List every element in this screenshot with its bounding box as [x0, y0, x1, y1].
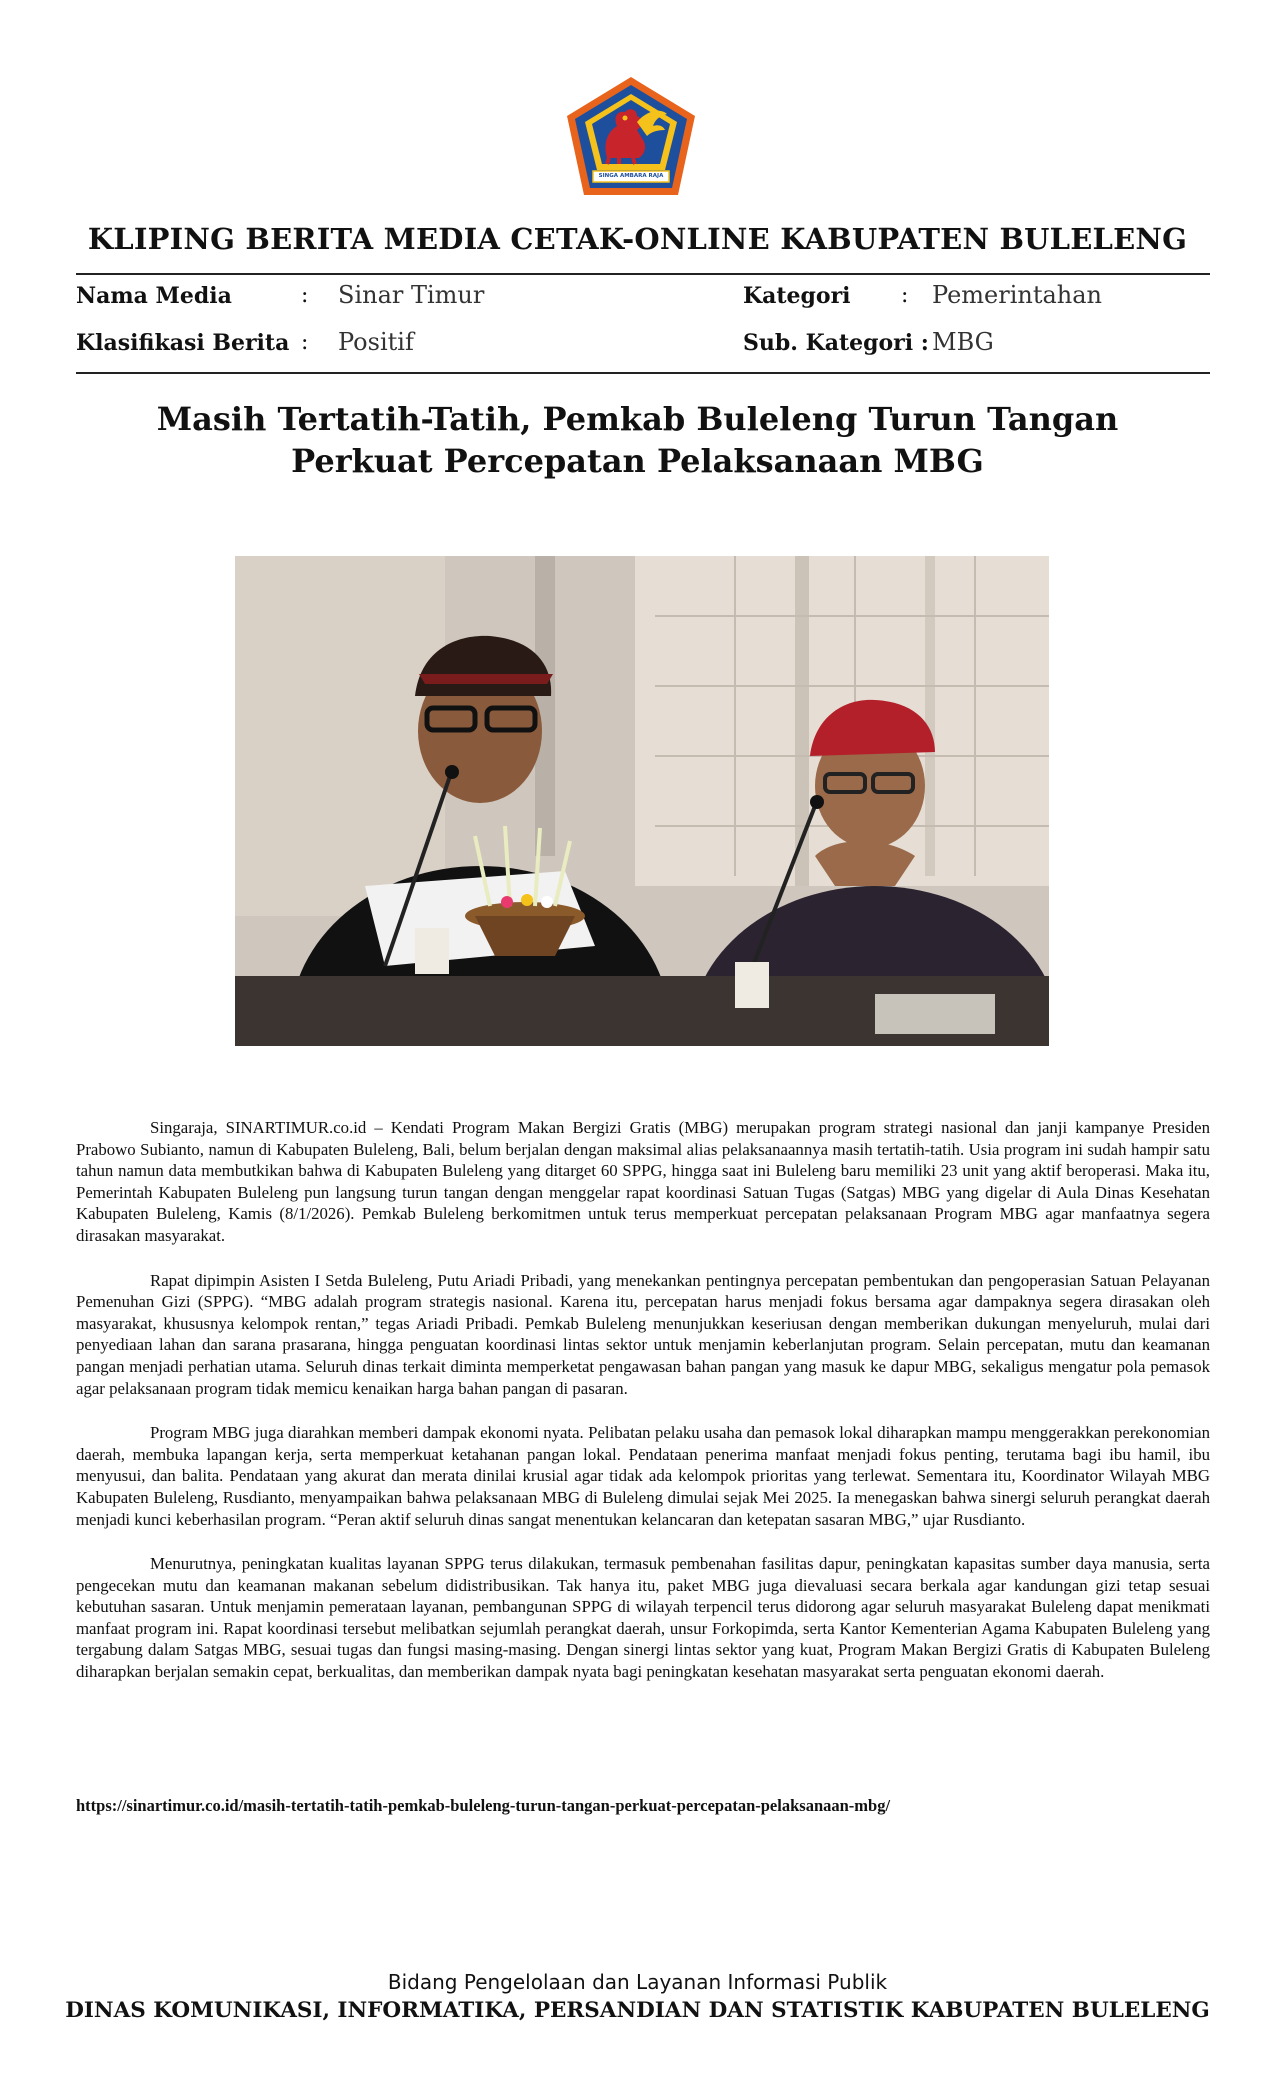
klasifikasi-label: Klasifikasi Berita	[76, 330, 290, 356]
headline-line-2: Perkuat Percepatan Pelaksanaan MBG	[291, 442, 984, 480]
kategori-value: Pemerintahan	[932, 281, 1103, 309]
headline-line-1: Masih Tertatih-Tatih, Pemkab Buleleng Turun Tangan	[156, 400, 1119, 438]
article-body	[76, 1117, 1210, 1706]
footer-agency: DINAS KOMUNIKASI, INFORMATIKA, PERSANDIAN DAN STATISTIK KABUPATEN BULELENG	[65, 1998, 1210, 2023]
header-divider-bottom	[76, 372, 1210, 374]
media-colon: :	[301, 283, 309, 308]
article-photo	[235, 556, 1049, 1046]
kategori-colon: :	[901, 283, 909, 308]
media-label: Nama Media	[76, 283, 232, 309]
klasifikasi-colon: :	[301, 330, 309, 355]
source-url-link[interactable]: https://sinartimur.co.id/masih-tertatih-tatih-pemkab-buleleng-turun-tangan-perkuat-percepatan-pelaksanaan-mbg/	[76, 1796, 891, 1815]
kabupaten-buleleng-emblem-icon	[563, 74, 699, 200]
article-headline	[120, 398, 1155, 482]
header-divider-top	[76, 273, 1210, 275]
subkategori-label: Sub. Kategori :	[743, 330, 929, 356]
article-paragraph: Rapat dipimpin Asisten I Setda Buleleng, Putu Ariadi Pribadi, yang menekankan pentingnya percepatan pembentukan dan pengoperasian Satuan Pelayanan Pemenuhan Gizi (SPPG). “MBG adalah program strategis nasional. Karena itu, percepatan harus menjadi fokus bersama agar dampaknya segera dirasakan oleh masyarakat, khususnya kelompok rentan,” tegas Ariadi Pribadi. Pemkab Buleleng menunjukkan keseriusan dengan memberikan dukungan menyeluruh, mulai dari penyediaan lahan dan sarana prasarana, hingga penguatan koordinasi lintas sektor untuk menjamin keberlanjutan program. Selain percepatan, mutu dan keamanan pangan menjadi perhatian utama. Seluruh dinas terkait diminta memperketat pengawasan bahan pangan yang masuk ke dapur MBG, sekaligus mengatur pola pemasok agar pelaksanaan program tidak memicu kenaikan harga bahan pangan di pasaran.	[76, 1270, 1210, 1398]
article-paragraph: Singaraja, SINARTIMUR.co.id – Kendati Program Makan Bergizi Gratis (MBG) merupakan program strategi nasional dan janji kampanye Presiden Prabowo Subianto, namun di Kabupaten Buleleng, Bali, belum berjalan dengan maksimal alias pelaksanaannya masih tertatih-tatih. Usia program ini sudah hampir satu tahun namun data membutkikan bahwa di Kabupaten Buleleng yang ditarget 60 SPPG, hingga saat ini Buleleng baru memiliki 23 unit yang aktif beroperasi. Maka itu, Pemerintah Kabupaten Buleleng pun langsung turun tangan dengan menggelar rapat koordinasi Satuan Tugas (Satgas) MBG yang digelar di Aula Dinas Kesehatan Kabupaten Buleleng, Kamis (8/1/2026). Pemkab Buleleng berkomitmen untuk terus memperkuat percepatan pelaksanaan Program MBG agar manfaatnya segera dirasakan masyarakat.	[76, 1118, 1210, 1245]
klasifikasi-value: Positif	[338, 328, 414, 356]
document-title: KLIPING BERITA MEDIA CETAK-ONLINE KABUPATEN BULELENG	[87, 222, 1188, 256]
article-paragraph: Program MBG juga diarahkan memberi dampak ekonomi nyata. Pelibatan pelaku usaha dan pemasok lokal diharapkan mampu menggerakkan perekonomian daerah, membuka lapangan kerja, serta memperkuat ketahanan pangan lokal. Pendataan penerima manfaat menjadi fokus penting, terutama bagi ibu hamil, ibu menyusui, dan balita. Pendataan yang akurat dan merata dinilai krusial agar tidak ada kelompok prioritas yang terlewat. Sementara itu, Koordinator Wilayah MBG Kabupaten Buleleng, Rusdianto, menyampaikan bahwa pelaksanaan MBG di Buleleng dimulai sejak Mei 2025. Ia menegaskan bahwa sinergi seluruh perangkat daerah menjadi kunci keberhasilan program. “Peran aktif seluruh dinas sangat menentukan kelancaran dan ketepatan sasaran MBG,” ujar Rusdianto.	[76, 1423, 1210, 1529]
kategori-label: Kategori	[743, 283, 851, 309]
footer-department: Bidang Pengelolaan dan Layanan Informasi Publik	[387, 1970, 888, 1994]
article-paragraph: Menurutnya, peningkatan kualitas layanan SPPG terus dilakukan, termasuk pembenahan fasilitas dapur, peningkatan kapasitas sumber daya manusia, serta pengecekan mutu dan keamanan makanan sebelum didistribusikan. Tak hanya itu, paket MBG juga dievaluasi secara berkala agar kandungan gizi tetap sesuai kebutuhan sasaran. Untuk menjamin pemerataan layanan, pembangunan SPPG di wilayah terpencil terus didorong agar seluruh masyarakat Buleleng dapat menikmati manfaat program ini. Rapat koordinasi tersebut melibatkan sejumlah perangkat daerah, unsur Forkopimda, serta Kantor Kementerian Agama Kabupaten Buleleng yang tergabung dalam Satgas MBG, sesuai tugas dan fungsi masing-masing. Dengan sinergi lintas sektor yang kuat, Program Makan Bergizi Gratis di Kabupaten Buleleng diharapkan berjalan semakin cepat, berkualitas, dan memberikan dampak nyata bagi peningkatan kesehatan masyarakat serta penguatan ekonomi daerah.	[76, 1554, 1210, 1682]
media-value: Sinar Timur	[338, 281, 485, 309]
meeting-photo-icon	[235, 556, 1049, 1046]
subkategori-value: MBG	[932, 328, 994, 356]
emblem-motto-label: SINGA AMBARA RAJA	[598, 173, 664, 179]
